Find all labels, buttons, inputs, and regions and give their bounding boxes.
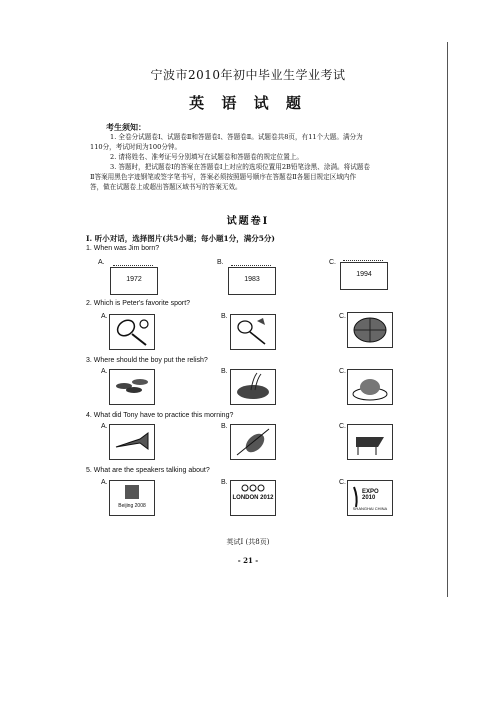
trumpet-image (109, 424, 155, 460)
logo-text: LONDON 2012 (232, 495, 274, 501)
question-text: Which is Peter's favorite sport? (93, 300, 191, 307)
paper-label: 试题卷Ⅰ (226, 216, 270, 227)
badminton-icon (231, 315, 275, 349)
question-number: 4. (86, 412, 92, 419)
option-label-c: C. (339, 423, 346, 430)
noodles-image (230, 369, 276, 405)
option-label-a: A. (101, 479, 108, 486)
exam-subject: 英 语 试 题 (189, 94, 307, 112)
question-2 (86, 300, 190, 307)
logo-text: SHANGHAI CHINA (352, 506, 388, 511)
beijing-olympics-image (109, 480, 155, 516)
piano-image (347, 424, 393, 460)
option-label-b: B. (221, 368, 228, 375)
question-5 (86, 467, 210, 474)
option-label-c: C. (339, 313, 346, 320)
option-label-b: B. (221, 313, 228, 320)
question-4 (86, 412, 233, 419)
logo-text: EXPO 2010 (362, 489, 379, 501)
violin-icon (231, 425, 275, 459)
exam-title: 宁波市2010年初中毕业生学业考试 (150, 68, 346, 82)
notice-line: 2. 请将姓名、准考证号分别填写在试题卷和答题卷的规定位置上。 (110, 153, 304, 161)
fish-image (109, 369, 155, 405)
fish-icon (110, 370, 154, 404)
question-number: 5. (86, 467, 92, 474)
calendar-1994 (340, 262, 388, 290)
year-text: 1983 (244, 276, 260, 283)
option-label-c: C. (339, 368, 346, 375)
beijing-logo-icon (110, 481, 154, 515)
london-olympics-image (230, 480, 276, 516)
question-3 (86, 357, 208, 364)
calendar-1972 (110, 267, 158, 295)
calendar-1983 (228, 267, 276, 295)
question-number: 1. (86, 245, 92, 252)
notice-line: 1. 全卷分试题卷Ⅰ、试题卷Ⅱ和答题卷Ⅰ、答题卷Ⅱ。试题卷共8页，有11个大题。满分为 (110, 133, 363, 141)
year-text: 1994 (356, 271, 372, 278)
question-text: When was Jim born? (93, 245, 160, 252)
piano-icon (348, 425, 392, 459)
section-heading: Ⅰ. 听小对话，选择图片(共5小题；每小题1分，满分5分) (86, 234, 275, 243)
notice-line: 3. 答题时，把试题卷Ⅰ的答案在答题卷Ⅰ上对应的选项位置用2B铅笔涂黑、涂满。将试题卷 (110, 163, 371, 171)
option-label-a: A. (101, 368, 108, 375)
option-label-a: A. (101, 313, 108, 320)
chicken-image (347, 369, 393, 405)
expo-image (347, 480, 393, 516)
question-number: 2. (86, 300, 92, 307)
notice-line: Ⅱ答案用黑色字迹钢笔或签字笔书写，答案必须按照题号顺序在答题卷Ⅱ各题目规定区域内作 (90, 173, 357, 181)
badminton-image (230, 314, 276, 350)
question-text: What did Tony have to practice this morning? (93, 412, 234, 419)
noodle-bowl-icon (231, 370, 275, 404)
option-label-b: B. (221, 423, 228, 430)
question-number: 3. (86, 357, 92, 364)
notice-line: 答，做在试题卷上或超出答题区域书写的答案无效。 (90, 183, 242, 191)
page-number: - 21 - (237, 556, 259, 565)
notice-heading: 考生须知： (106, 122, 146, 132)
roast-chicken-icon (348, 370, 392, 404)
question-1 (86, 245, 159, 252)
question-text: What are the speakers talking about? (93, 467, 210, 474)
notice-line: 110分，考试时间为100分钟。 (90, 143, 182, 151)
option-label-c: C. (329, 259, 336, 266)
tennis-racket-icon (110, 315, 154, 349)
option-label-a: A. (98, 259, 105, 266)
question-text: Where should the boy put the relish? (93, 357, 208, 364)
year-text: 1972 (126, 276, 142, 283)
basketball-image (347, 312, 393, 348)
basketball-icon (348, 313, 392, 347)
option-label-b: B. (217, 259, 224, 266)
margin-line (447, 42, 448, 597)
option-label-a: A. (101, 423, 108, 430)
violin-image (230, 424, 276, 460)
tennis-image (109, 314, 155, 350)
option-label-c: C. (339, 479, 346, 486)
logo-text: Beijing 2008 (118, 503, 146, 509)
page-info: 英试Ⅰ (共8页) (226, 538, 270, 546)
option-label-b: B. (221, 479, 228, 486)
trumpet-icon (110, 425, 154, 459)
